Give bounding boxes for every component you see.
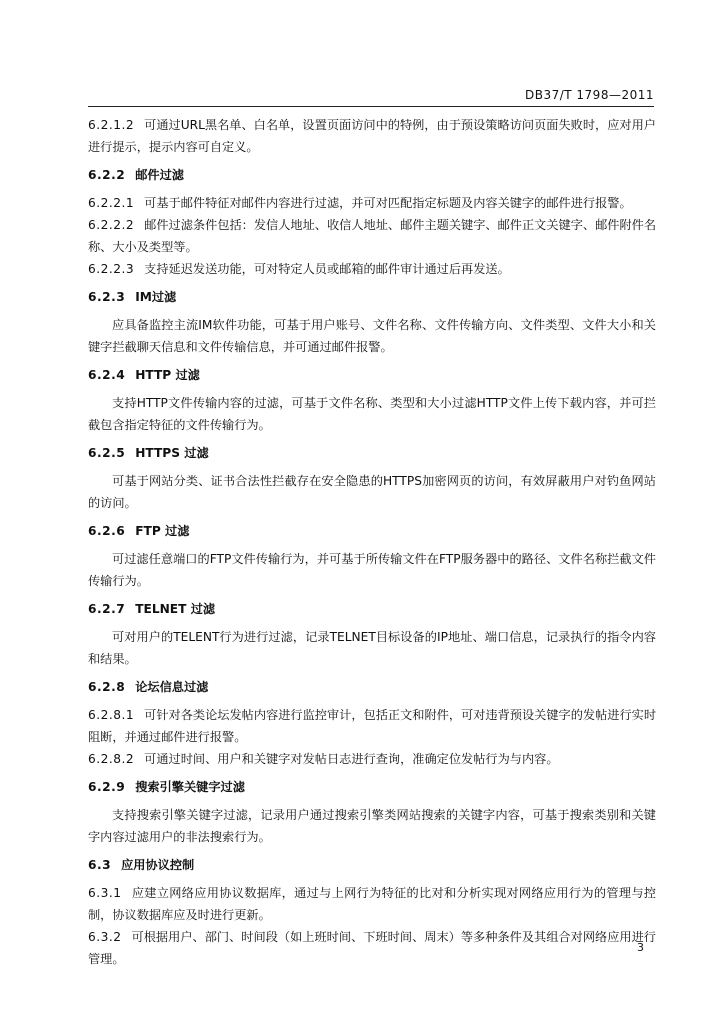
- document-body: [88, 114, 656, 970]
- section-heading: 6.2.4 HTTP 过滤: [88, 368, 200, 382]
- clause-paragraph: 6.2.2.1 可基于邮件特征对邮件内容进行过滤，并可对匹配指定标题及内容关键字的邮件进行报警。: [88, 196, 632, 210]
- clause-paragraph: 6.2.8.2 可通过时间、用户和关键字对发帖日志进行查询，准确定位发帖行为与内容。: [88, 752, 559, 766]
- clause-paragraph: 6.2.2.2 邮件过滤条件包括：发信人地址、收信人地址、邮件主题关键字、邮件正文关键字、邮件附件名称、大小及类型等。: [88, 218, 657, 254]
- clause-paragraph: 6.2.1.2 可通过URL黑名单、白名单，设置页面访问中的特例，由于预设策略访问页面失败时，应对用户进行提示，提示内容可自定义。: [88, 118, 656, 154]
- section-heading: 6.2.5 HTTPS 过滤: [88, 446, 209, 460]
- clause-paragraph: 6.3.2 可根据用户、部门、时间段（如上班时间、下班时间、周末）等多种条件及其组合对网络应用进行管理。: [88, 930, 656, 966]
- page-number: 3: [637, 941, 644, 954]
- section-heading: 6.2.2 邮件过滤: [88, 168, 184, 182]
- header-divider: [88, 106, 654, 107]
- clause-paragraph: 6.2.8.1 可针对各类论坛发帖内容进行监控审计，包括正文和附件，可对违背预设关键字的发帖进行实时阻断，并通过邮件进行报警。: [88, 708, 657, 744]
- body-paragraph: 支持搜索引擎关键字过滤，记录用户通过搜索引擎类网站搜索的关键字内容，可基于搜索类别和关键字内容过滤用户的非法搜索行为。: [88, 808, 656, 844]
- body-paragraph: 可对用户的TELENT行为进行过滤，记录TELNET目标设备的IP地址、端口信息，记录执行的指令内容和结果。: [88, 630, 656, 666]
- body-paragraph: 可基于网站分类、证书合法性拦截存在安全隐患的HTTPS加密网页的访问，有效屏蔽用户对钓鱼网站的访问。: [88, 474, 656, 510]
- body-paragraph: 可过滤任意端口的FTP文件传输行为，并可基于所传输文件在FTP服务器中的路径、文件名称拦截文件传输行为。: [88, 552, 656, 588]
- body-paragraph: 应具备监控主流IM软件功能，可基于用户账号、文件名称、文件传输方向、文件类型、文件大小和关键字拦截聊天信息和文件传输信息，并可通过邮件报警。: [88, 318, 656, 354]
- section-heading: 6.3 应用协议控制: [88, 858, 195, 872]
- section-heading: 6.2.7 TELNET 过滤: [88, 602, 216, 616]
- section-heading: 6.2.8 论坛信息过滤: [88, 680, 209, 694]
- section-heading: 6.2.9 搜索引擎关键字过滤: [88, 780, 245, 794]
- section-heading: 6.2.6 FTP 过滤: [88, 524, 190, 538]
- document-id: DB37/T 1798—2011: [524, 88, 654, 102]
- section-heading: 6.2.3 IM过滤: [88, 290, 177, 304]
- clause-paragraph: 6.2.2.3 支持延迟发送功能，可对特定人员或邮箱的邮件审计通过后再发送。: [88, 262, 510, 276]
- clause-paragraph: 6.3.1 应建立网络应用协议数据库，通过与上网行为特征的比对和分析实现对网络应用行为的管理与控制，协议数据库应及时进行更新。: [88, 886, 656, 922]
- body-paragraph: 支持HTTP文件传输内容的过滤，可基于文件名称、类型和大小过滤HTTP文件上传下载内容，并可拦截包含指定特征的文件传输行为。: [88, 396, 656, 432]
